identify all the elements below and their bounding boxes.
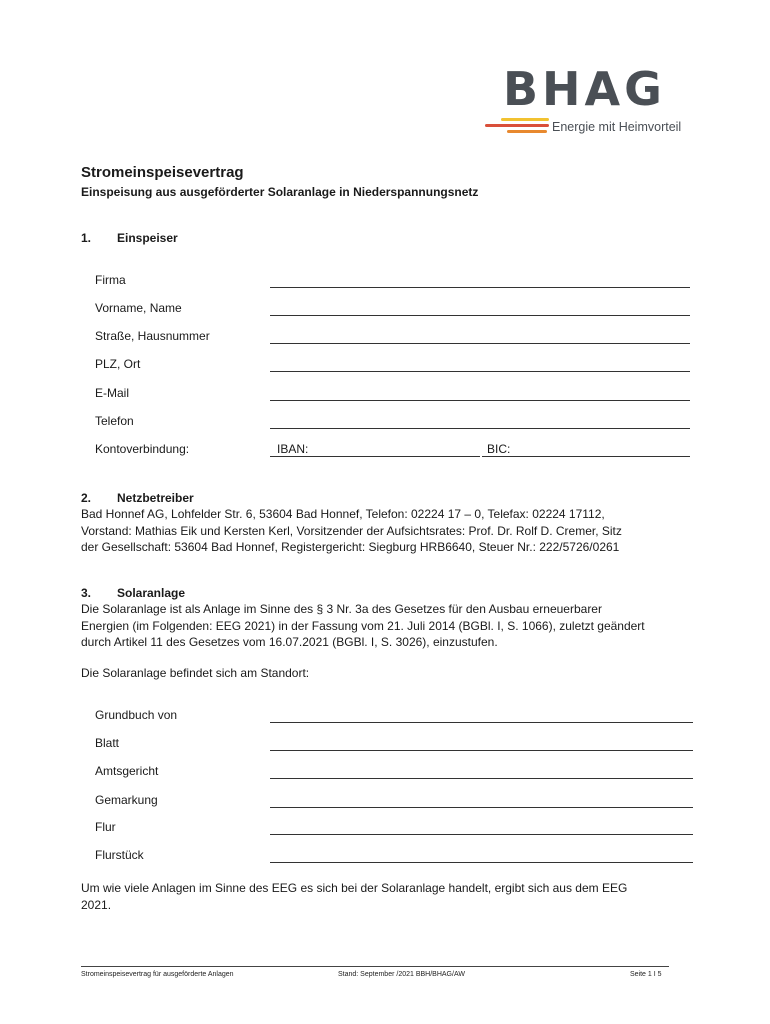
form-row-firma <box>95 273 690 293</box>
field-label: Blatt <box>95 736 120 750</box>
bank-label: Kontoverbindung: <box>95 442 190 456</box>
footer-version: Stand: September /2021 BBH/BHAG/AW <box>338 971 465 978</box>
grundbuch-input-line[interactable] <box>270 722 693 723</box>
field-label: Firma <box>95 273 126 287</box>
logo-stripes <box>485 118 555 136</box>
company-tagline: Energie mit Heimvorteil <box>552 120 682 134</box>
footer-page-number: Seite 1 I 5 <box>630 971 662 978</box>
section-1-title: Einspeiser <box>117 231 178 245</box>
form-row-street <box>95 329 690 349</box>
field-label: Flurstück <box>95 848 144 862</box>
iban-label: IBAN: <box>277 442 309 456</box>
field-label: Amtsgericht <box>95 764 159 778</box>
field-label: Vorname, Name <box>95 301 182 315</box>
field-label: Telefon <box>95 414 134 428</box>
name-input-line[interactable] <box>270 315 690 316</box>
form-row-bank <box>95 442 690 462</box>
amtsgericht-input-line[interactable] <box>270 778 693 779</box>
bic-input-line[interactable] <box>482 456 690 457</box>
logo-stripe-yellow <box>501 118 549 121</box>
closing-paragraph <box>81 880 627 913</box>
form-row-grundbuch <box>95 708 693 728</box>
form-row-city <box>95 357 690 377</box>
iban-input-line[interactable] <box>270 456 480 457</box>
flur-input-line[interactable] <box>270 834 693 835</box>
text-line: durch Artikel 11 des Gesetzes vom 16.07.2021 (BGBl. I, S. 3026), einzustufen. <box>81 635 498 649</box>
field-label: PLZ, Ort <box>95 357 141 371</box>
section-3-title: Solaranlage <box>117 586 186 600</box>
logo-stripe-red <box>485 124 549 127</box>
blatt-input-line[interactable] <box>270 750 693 751</box>
section-3-number: 3. <box>81 586 92 600</box>
city-input-line[interactable] <box>270 371 690 372</box>
text-line: Bad Honnef AG, Lohfelder Str. 6, 53604 Bad Honnef, Telefon: 02224 17 – 0, Telefax: 02224 17112, <box>81 507 605 521</box>
text-line: der Gesellschaft: 53604 Bad Honnef, Registergericht: Siegburg HRB6640, Steuer Nr.: 222/5726/0261 <box>81 540 620 554</box>
street-input-line[interactable] <box>270 343 690 344</box>
footer-divider <box>81 966 669 967</box>
email-input-line[interactable] <box>270 400 690 401</box>
form-row-flur <box>95 820 693 840</box>
form-row-flurstueck <box>95 848 693 868</box>
section-1-number: 1. <box>81 231 92 245</box>
text-line: Um wie viele Anlagen im Sinne des EEG es sich bei der Solaranlage handelt, ergibt sich aus dem EEG <box>81 881 628 895</box>
phone-input-line[interactable] <box>270 428 690 429</box>
section-2-title: Netzbetreiber <box>117 491 194 505</box>
text-line: 2021. <box>81 897 112 912</box>
form-row-blatt <box>95 736 693 756</box>
company-logo-wordmark: BHAG <box>503 62 666 116</box>
bic-label: BIC: <box>487 442 511 456</box>
form-row-email <box>95 386 690 406</box>
text-line: Vorstand: Mathias Eik und Kersten Kerl, Vorsitzender der Aufsichtsrates: Prof. Dr. Rolf D. Cremer, Sitz <box>81 523 622 538</box>
form-row-amtsgericht <box>95 764 693 784</box>
form-row-name <box>95 301 690 321</box>
form-row-gemarkung <box>95 793 693 813</box>
logo-stripe-orange <box>507 130 547 133</box>
field-label: Grundbuch von <box>95 708 178 722</box>
section-2-number: 2. <box>81 491 92 505</box>
form-row-phone <box>95 414 690 434</box>
document-subtitle: Einspeisung aus ausgeförderter Solaranlage in Niederspannungsnetz <box>81 185 479 199</box>
field-label: E-Mail <box>95 386 130 400</box>
field-label: Gemarkung <box>95 793 158 807</box>
field-label: Flur <box>95 820 116 834</box>
location-intro: Die Solaranlage befindet sich am Standort: <box>81 666 310 680</box>
gemarkung-input-line[interactable] <box>270 807 693 808</box>
solar-plant-description <box>81 601 645 651</box>
field-label: Straße, Hausnummer <box>95 329 210 343</box>
network-operator-info <box>81 506 622 556</box>
document-title: Stromeinspeisevertrag <box>81 164 244 181</box>
footer-document-name: Stromeinspeisevertrag für ausgeförderte Anlagen <box>81 971 234 978</box>
text-line: Die Solaranlage ist als Anlage im Sinne des § 3 Nr. 3a des Gesetzes für den Ausbau erneuerbarer <box>81 602 602 616</box>
flurstueck-input-line[interactable] <box>270 862 693 863</box>
firma-input-line[interactable] <box>270 287 690 288</box>
text-line: Energien (im Folgenden: EEG 2021) in der Fassung vom 21. Juli 2014 (BGBl. I, S. 1066), zuletzt geändert <box>81 618 645 633</box>
